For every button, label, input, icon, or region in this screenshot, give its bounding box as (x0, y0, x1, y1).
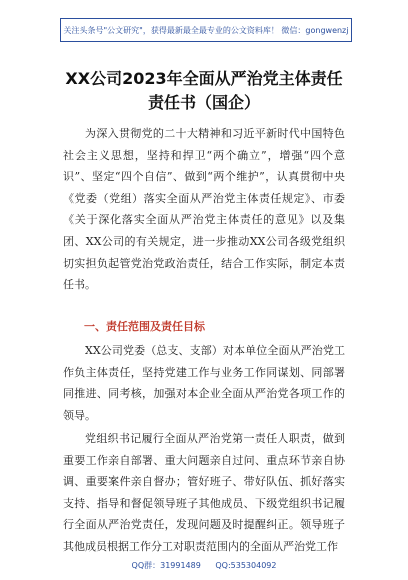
promo-banner-text: 关注头条号"公文研究"，获得最新最全最专业的公文资料库！ 微信：gongwenzj (63, 25, 349, 35)
footer-qq: QQ:535304092 (215, 561, 277, 570)
footer-qq-group: QQ群：31991489 (131, 561, 201, 570)
footer (0, 560, 408, 571)
paragraph-2: XX公司党委（总支、支部）对本单位全面从严治党工作负主体责任，坚持党建工作与业务工作同谋划、同部署同推进、同考核，加强对本企业全面从严治党各项工作的领导。 (63, 344, 345, 422)
document-title-line-1: XX公司2023年全面从严治党主体责任 (65, 69, 343, 88)
intro-paragraph: 为深入贯彻党的二十大精神和习近平新时代中国特色社会主义思想，坚持和捍卫“两个确立”，增强“四个意识”、坚定“四个自信”、做到“两个维护”，认真贯彻中央《党委（党组）落实全面从严治党主体责任规定》、市委《关于深化落实全面从严治党主体责任的意见》以及集团、XX公司的有关规定，进一步推动XX公司各级党组织切实担负起管党治党政治责任，结合工作实际，制定本责任书。 (63, 127, 345, 292)
promo-banner (60, 18, 352, 42)
document-title-line-2: 责任书（国企） (147, 93, 260, 112)
paragraph-3: 党组织书记履行全面从严治党第一责任人职责，做到重要工作亲自部署、重大问题亲自过问、重点环节亲自协调、重要案件亲自督办；管好班子、带好队伍、抓好落实支持、指导和督促领导班子其他成员、下级党组织书记履行全面从严治党责任，发现问题及时提醒纠正。领导班子其他成员根据工作分工对职责范围内的全面从严治党工作 (63, 432, 345, 553)
section-heading: 一、责任范围及责任目标 (84, 320, 205, 333)
